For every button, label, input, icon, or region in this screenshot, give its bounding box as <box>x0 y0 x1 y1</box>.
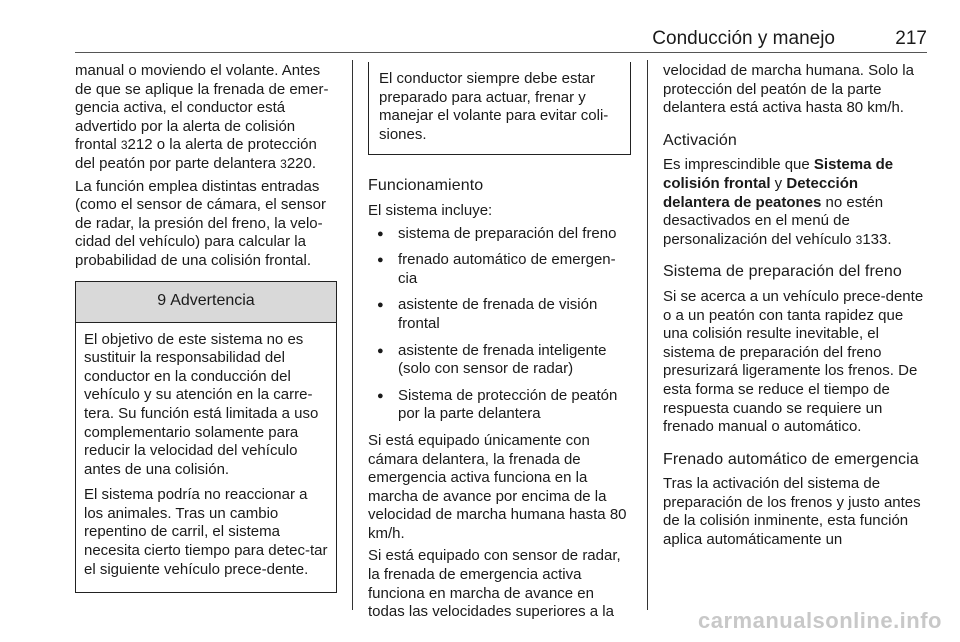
warning-text: El objetivo de este sistema no es sustituir la responsabilidad del conductor en la conducción del vehículo y su atención en la carre-tera. Su función está limitada a uso complementario solamente para reducir la velocidad del vehículo antes de una colisión. <box>84 330 319 478</box>
paragraph: velocidad de marcha humana. Solo la protección del peatón de la parte delantera está activa hasta 80 km/h. <box>663 62 914 117</box>
list-item: ● sistema de preparación del freno <box>368 225 631 244</box>
list-item: ● asistente de frenada de visión frontal <box>368 296 631 333</box>
section-title: Conducción y manejo <box>652 28 835 49</box>
watermark: carmanualsonline.info <box>698 608 942 633</box>
paragraph: La función emplea distintas entradas (como el sensor de cámara, el sensor de radar, la presión del freno, la velo-cidad del vehículo) para calcular la probabilidad de una colisión frontal. <box>75 177 326 269</box>
paragraph: manual o moviendo el volante. Antes de que se aplique la frenada de emer-gencia activa, el conductor está advertido por la alerta de colisión frontal 3212 o la alerta de protección del peatón por parte delantera 3220. <box>75 62 329 172</box>
paragraph: Si está equipado con sensor de radar, la frenada de emergencia activa funciona en marcha de avance en todas las velocidades superiores a la <box>368 547 621 621</box>
paragraph: Es imprescindible que Sistema de colisión frontal y Detección delantera de peatones no estén desactivados en el menú de personalización del vehículo 3133. <box>663 156 894 248</box>
list-item: ● frenado automático de emergen-cia <box>368 251 631 288</box>
paragraph: Tras la activación del sistema de preparación de los frenos y justo antes de la colisión inminente, esta función aplica automáticamente un <box>663 475 921 549</box>
warning-box <box>75 281 337 594</box>
paragraph: El sistema incluye: <box>368 201 493 219</box>
warning-text: El sistema podría no reaccionar a los animales. Tras un cambio repentino de carril, el sistema necesita cierto tiempo para detec-tar el siguiente vehículo prece-dente. <box>84 486 328 578</box>
paragraph: Si se acerca a un vehículo prece-dente o a un peatón con tanta rapidez que una colisión resulte inevitable, el sistema de preparación del freno presurizará ligeramente los frenos. De esta forma se reduce el tiempo de respuesta cuando se requiere un frenado manual o automático. <box>663 287 924 436</box>
ref-arrow-icon: 3 <box>280 156 287 171</box>
section-heading: Activación <box>663 131 737 149</box>
warning-icon: 9 <box>157 292 167 310</box>
section-heading: Funcionamiento <box>368 177 484 195</box>
column-right <box>663 62 927 554</box>
feature-list <box>368 225 631 424</box>
warning-text: El conductor siempre debe estar preparado para actuar, frenar y manejar el volante para evitar coli-siones. <box>379 70 609 143</box>
column-divider <box>352 60 353 610</box>
ref-arrow-icon: 3 <box>120 138 128 153</box>
page-header <box>75 22 927 53</box>
list-item: ● asistente de frenada inteligente (solo con sensor de radar) <box>368 342 631 379</box>
ref-arrow-icon: 3 <box>855 232 863 247</box>
list-item: ● Sistema de protección de peatón por la parte delantera <box>368 387 631 424</box>
warning-title: Advertencia <box>170 292 255 310</box>
paragraph: Si está equipado únicamente con cámara delantera, la frenada de emergencia activa funciona en la marcha de avance por encima de la velocidad de marcha humana hasta 80 km/h. <box>368 431 627 542</box>
column-middle <box>368 62 631 626</box>
column-divider <box>647 60 648 610</box>
warning-header <box>76 282 336 323</box>
section-heading: Frenado automático de emergencia <box>663 450 919 468</box>
column-left <box>75 62 337 593</box>
warning-box-continued <box>368 62 631 155</box>
section-heading: Sistema de preparación del freno <box>663 263 902 281</box>
page-number: 217 <box>895 28 927 49</box>
